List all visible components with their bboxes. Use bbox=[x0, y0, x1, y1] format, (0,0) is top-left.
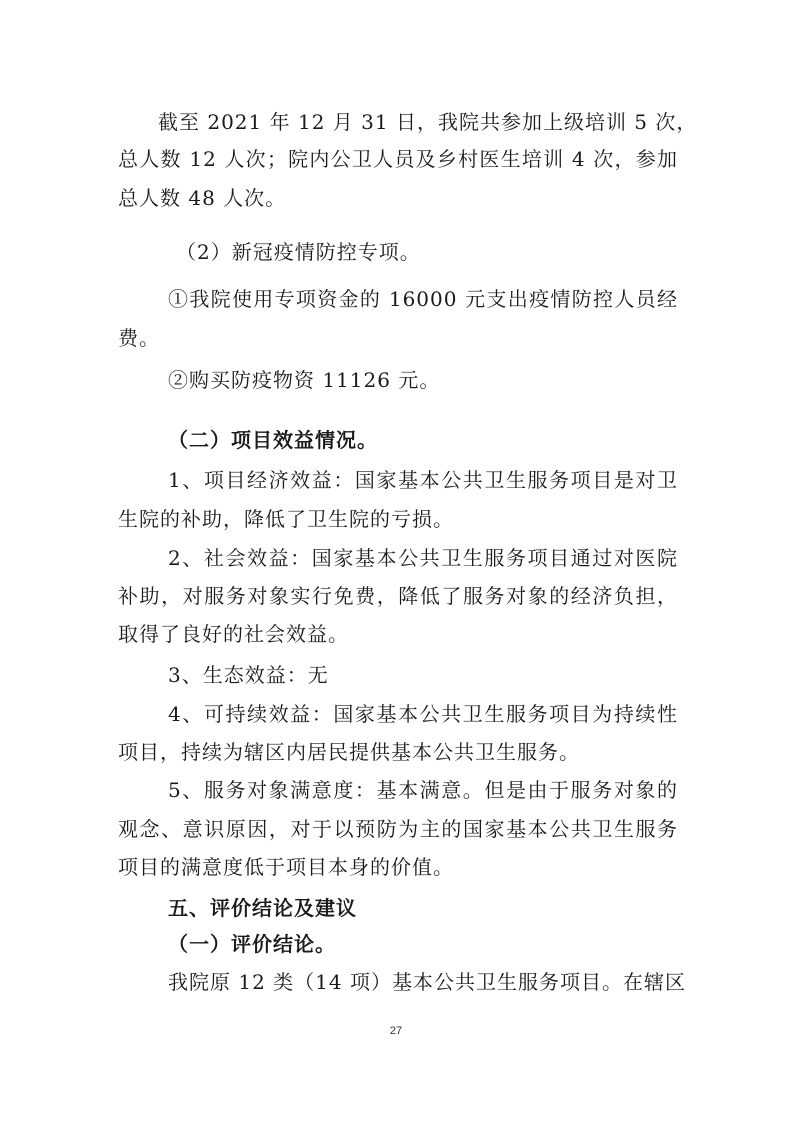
paragraph-line-sustainable-1: 4、可持续效益：国家基本公共卫生服务项目为持续性 bbox=[168, 702, 678, 726]
paragraph-line-training-1: 截至 2021 年 12 月 31 日，我院共参加上级培训 5 次， bbox=[158, 110, 698, 134]
paragraph-line-covid-2: 费。 bbox=[118, 326, 160, 350]
paragraph-line-training-3: 总人数 48 人次。 bbox=[118, 186, 287, 210]
page-number: 27 bbox=[389, 1025, 403, 1037]
paragraph-line-sustainable-2: 项目，持续为辖区内居民提供基本公共卫生服务。 bbox=[118, 740, 580, 764]
paragraph-line-training-2: 总人数 12 人次；院内公卫人员及乡村医生培训 4 次，参加 bbox=[118, 147, 678, 171]
section-heading-conclusion: 五、评价结论及建议 bbox=[168, 896, 357, 920]
paragraph-line-satisfaction-2: 观念、意识原因，对于以预防为主的国家基本公共卫生服务 bbox=[118, 817, 678, 841]
paragraph-line-projects: 我院原 12 类（14 项）基本公共卫生服务项目。在辖区 bbox=[168, 970, 686, 994]
paragraph-line-covid-supplies: ②购买防疫物资 11126 元。 bbox=[168, 368, 441, 392]
subheading-covid-project: （2）新冠疫情防控专项。 bbox=[176, 240, 421, 264]
paragraph-line-satisfaction-1: 5、服务对象满意度：基本满意。但是由于服务对象的 bbox=[168, 778, 678, 802]
paragraph-line-ecological: 3、生态效益：无 bbox=[168, 663, 329, 687]
paragraph-line-social-3: 取得了良好的社会效益。 bbox=[118, 622, 349, 646]
paragraph-line-social-2: 补助，对服务对象实行免费，降低了服务对象的经济负担， bbox=[118, 584, 678, 608]
subsection-heading-evaluation: （一）评价结论。 bbox=[168, 932, 336, 956]
paragraph-line-economic-2: 生院的补助，降低了卫生院的亏损。 bbox=[118, 507, 454, 531]
section-heading-benefits: （二）项目效益情况。 bbox=[168, 428, 378, 452]
paragraph-line-economic-1: 1、项目经济效益：国家基本公共卫生服务项目是对卫 bbox=[168, 468, 678, 492]
paragraph-line-satisfaction-3: 项目的满意度低于项目本身的价值。 bbox=[118, 855, 454, 879]
paragraph-line-social-1: 2、社会效益：国家基本公共卫生服务项目通过对医院 bbox=[168, 546, 678, 570]
paragraph-line-covid-1: ①我院使用专项资金的 16000 元支出疫情防控人员经 bbox=[168, 287, 678, 311]
